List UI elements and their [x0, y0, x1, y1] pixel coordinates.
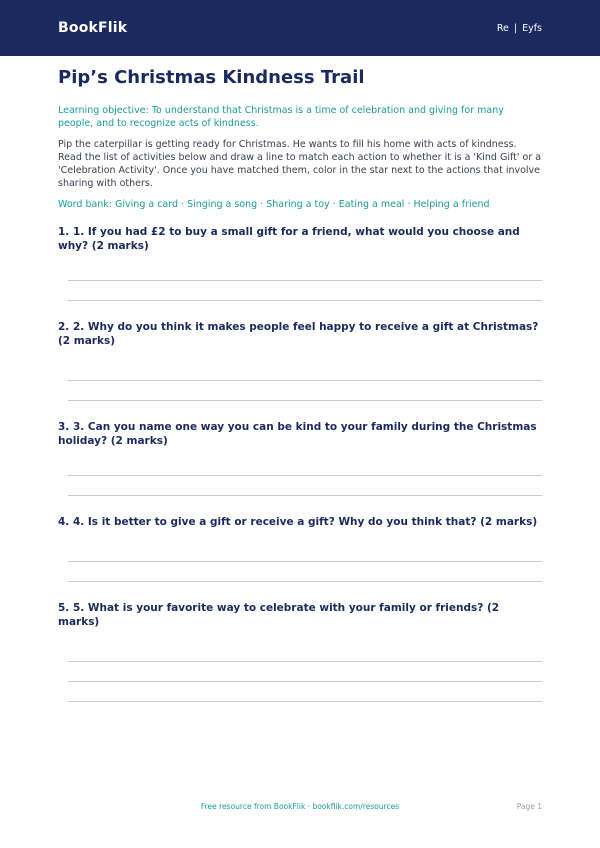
question-text: 1. 1. If you had £2 to buy a small gift for a friend, what would you choose and why? (2 marks) [58, 226, 520, 252]
answer-line[interactable] [68, 495, 542, 496]
answer-lines[interactable] [58, 348, 542, 401]
answer-line[interactable] [68, 380, 542, 381]
answer-line[interactable] [68, 475, 542, 476]
question-text: 4. 4. Is it better to give a gift or receive a gift? Why do you think that? (2 marks) [58, 516, 538, 528]
header-meta [497, 23, 542, 34]
subject-label: Re [496, 22, 509, 34]
page-number: Page 1 [516, 802, 542, 811]
page-title: Pip’s Christmas Kindness Trail [58, 67, 365, 88]
question-text: 3. 3. Can you name one way you can be kind to your family during the Christmas holiday? (2 marks) [58, 421, 537, 447]
answer-lines[interactable] [58, 253, 542, 301]
footer-resource-link[interactable]: Free resource from BookFlik · bookflik.com/resources [200, 802, 400, 811]
answer-line[interactable] [68, 280, 542, 281]
answer-line[interactable] [68, 400, 542, 401]
question-block [58, 601, 542, 702]
answer-lines[interactable] [58, 629, 542, 702]
answer-line[interactable] [68, 561, 542, 562]
answer-line[interactable] [68, 681, 542, 682]
level-label: Eyfs [522, 22, 542, 34]
brand-logo: BookFlik [58, 20, 128, 36]
question-block [58, 225, 542, 301]
question-list [58, 225, 542, 702]
word-bank: Word bank: Giving a card · Singing a song · Sharing a toy · Eating a meal · Helping a friend [58, 199, 490, 210]
answer-line[interactable] [68, 661, 542, 662]
learning-objective: Learning objective: To understand that Christmas is a time of celebration and giving for many people, and to recognize acts of kindness. [58, 105, 504, 129]
answer-line[interactable] [68, 300, 542, 301]
answer-line[interactable] [68, 581, 542, 582]
answer-lines[interactable] [58, 529, 542, 582]
page-header [0, 0, 600, 56]
question-block [58, 320, 542, 401]
meta-separator: | [513, 22, 518, 34]
instructions-text: Pip the caterpillar is getting ready for Christmas. He wants to fill his home with acts of kindness. Read the list of activities below and draw a line to match each action to whether it is a 'Kind Gift' or a 'Celebration Activity'. Once you have matched them, color in the star next to the actions that involve sharing with others. [58, 139, 542, 189]
question-block [58, 515, 542, 582]
answer-lines[interactable] [58, 448, 542, 496]
question-text: 2. 2. Why do you think it makes people feel happy to receive a gift at Christmas? (2 marks) [58, 321, 539, 347]
answer-line[interactable] [68, 701, 542, 702]
worksheet-content [0, 67, 600, 702]
question-block [58, 420, 542, 496]
question-text: 5. 5. What is your favorite way to celebrate with your family or friends? (2 marks) [58, 602, 500, 628]
